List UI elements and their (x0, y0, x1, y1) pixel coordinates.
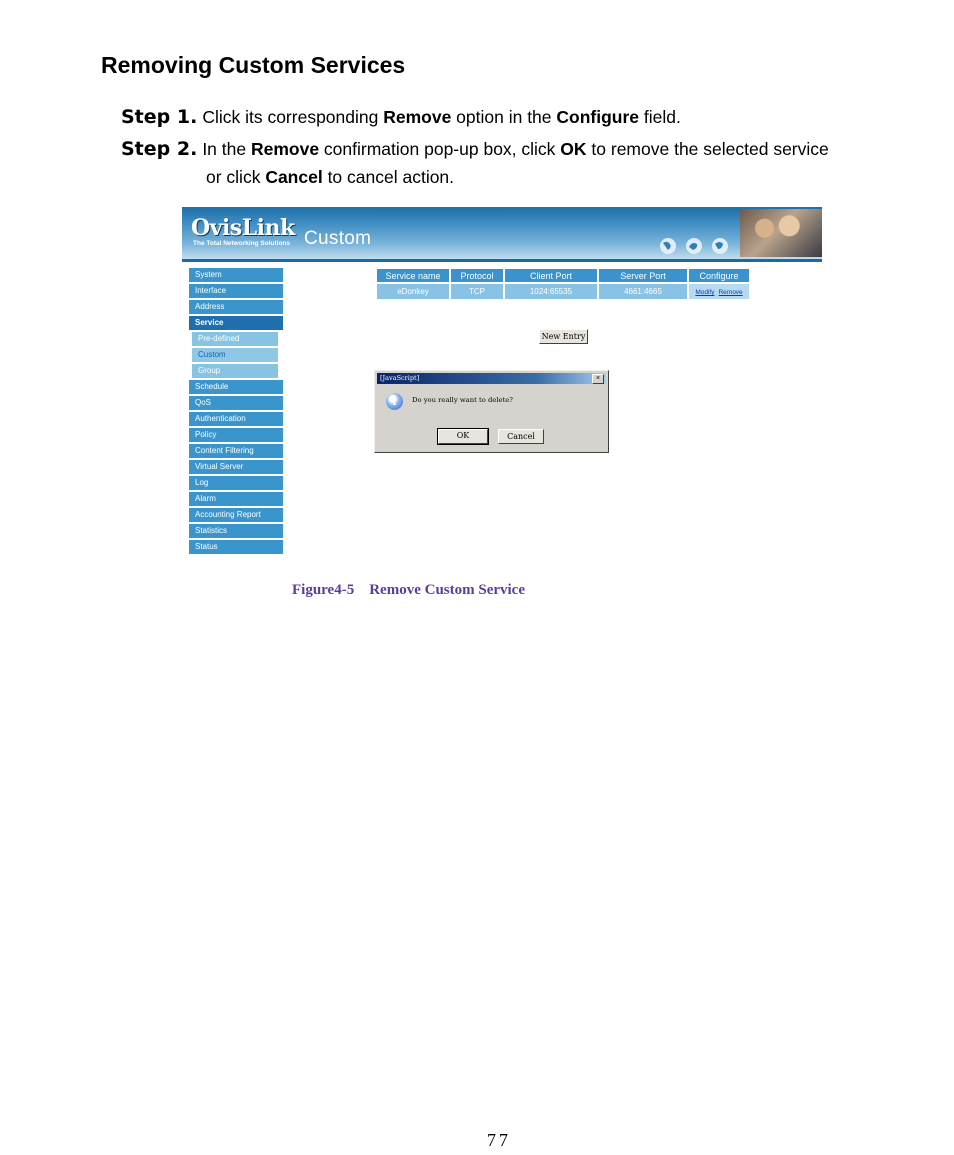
step-1-label: Step 1. (121, 106, 198, 128)
menu-item-status[interactable]: Status (189, 540, 283, 554)
menu-item-system[interactable]: System (189, 268, 283, 282)
figure-caption: Figure4-5 Remove Custom Service (292, 582, 525, 598)
modify-link[interactable]: Modify (695, 289, 715, 296)
submenu-item-group[interactable]: Group (192, 364, 278, 378)
banner-divider (182, 259, 822, 262)
step-1-text-c: field. (639, 107, 681, 127)
globe-icon (658, 235, 733, 257)
step-2-text-c: to remove the selected service (586, 139, 829, 159)
menu-item-interface[interactable]: Interface (189, 284, 283, 298)
col-service-name: Service name (377, 269, 449, 282)
step-2-text-b: confirmation pop-up box, click (319, 139, 561, 159)
ok-button[interactable]: OK (438, 429, 488, 444)
col-configure: Configure (689, 269, 749, 282)
new-entry-button[interactable]: New Entry (539, 329, 588, 344)
header-banner (182, 207, 822, 261)
step-2-bold-remove: Remove (250, 139, 320, 159)
menu-item-address[interactable]: Address (189, 300, 283, 314)
col-server-port: Server Port (599, 269, 687, 282)
menu-item-alarm[interactable]: Alarm (189, 492, 283, 506)
logo-tagline: The Total Networking Solutions (193, 240, 291, 247)
page-title: Custom (304, 228, 372, 249)
step-1-bold-remove: Remove (383, 107, 452, 127)
menu-item-log[interactable]: Log (189, 476, 283, 490)
step-2 (121, 134, 829, 164)
step-2-text-d: or click (206, 167, 266, 187)
menu-item-statistics[interactable]: Statistics (189, 524, 283, 538)
header-photo (740, 209, 822, 257)
step-1-text-b: option in the (451, 107, 557, 127)
custom-services-table (375, 267, 751, 301)
dialog-title: [JavaScript] (380, 374, 420, 382)
step-2-bold-cancel: Cancel (265, 167, 323, 187)
cell-server-port: 4661:4665 (599, 284, 687, 299)
confirm-dialog (374, 370, 609, 453)
section-heading: Removing Custom Services (101, 52, 406, 78)
menu-item-content-filtering[interactable]: Content Filtering (189, 444, 283, 458)
col-protocol: Protocol (451, 269, 503, 282)
step-1-text-a: Click its corresponding (202, 107, 384, 127)
cell-configure (689, 284, 749, 299)
menu-item-accounting-report[interactable]: Accounting Report (189, 508, 283, 522)
dialog-titlebar (377, 373, 606, 384)
col-client-port: Client Port (505, 269, 597, 282)
menu-item-qos[interactable]: QoS (189, 396, 283, 410)
table-row (377, 284, 749, 299)
menu-item-virtual-server[interactable]: Virtual Server (189, 460, 283, 474)
submenu-item-custom[interactable]: Custom (192, 348, 278, 362)
router-ui-screenshot (182, 207, 822, 559)
menu-item-policy[interactable]: Policy (189, 428, 283, 442)
step-2-bold-ok: OK (560, 139, 587, 159)
submenu-item-pre-defined[interactable]: Pre-defined (192, 332, 278, 346)
info-icon: i (386, 393, 403, 410)
step-2-continuation (206, 162, 454, 192)
menu-item-schedule[interactable]: Schedule (189, 380, 283, 394)
table-header-row (377, 269, 749, 282)
cell-protocol: TCP (451, 284, 503, 299)
cell-client-port: 1024:65535 (505, 284, 597, 299)
step-2-text-e: to cancel action. (322, 167, 455, 187)
sidebar-menu (189, 268, 283, 556)
close-icon[interactable]: × (592, 374, 604, 384)
remove-link[interactable]: Remove (718, 289, 743, 296)
dialog-message: Do you really want to delete? (412, 396, 513, 404)
step-1 (121, 102, 681, 132)
step-1-bold-configure: Configure (556, 107, 640, 127)
menu-item-service[interactable]: Service (189, 316, 283, 330)
step-2-text-a: In the (202, 139, 251, 159)
logo: OvisLink (191, 215, 295, 241)
page-number: 77 (487, 1130, 511, 1150)
cancel-button[interactable]: Cancel (498, 429, 544, 444)
menu-item-authentication[interactable]: Authentication (189, 412, 283, 426)
step-2-label: Step 2. (121, 138, 198, 160)
cell-service-name: eDonkey (377, 284, 449, 299)
